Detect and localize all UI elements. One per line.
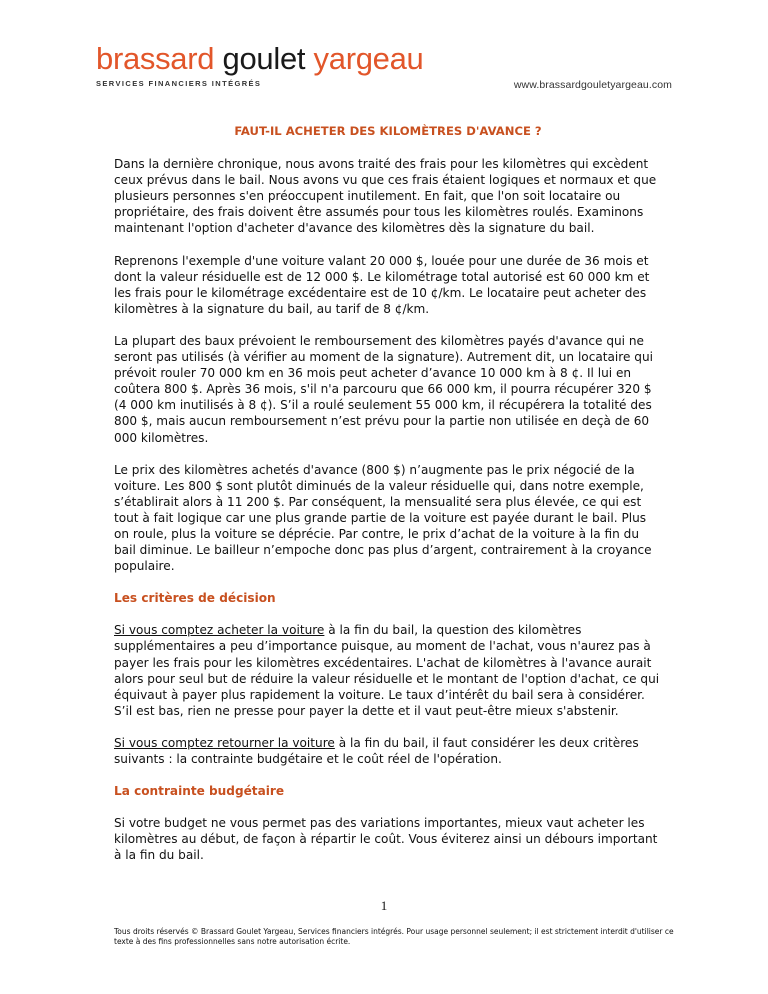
page-number: 1 [380,898,388,913]
article-body [114,123,662,879]
heading-decision-criteria: Les critères de décision [114,591,276,606]
paragraph-buy-car [114,622,662,719]
brand-word-goulet: goulet [222,41,306,76]
paragraph-refund: La plupart des baux prévoient le remboursement des kilomètres payés d'avance qui ne seront pas utilisés (à vérifier au moment de la signature). Autrement dit, un locataire qui prévoit rouler 70 000 km en 36 mois peut acheter d’avance 10 000 km à 8 ¢. Il lui en coûtera 800 $. Après 36 mois, s'il n'a parcouru que 66 000 km, il pourra récupérer 320 $ (4 000 km inutilisés à 8 ¢). S’il a roulé seulement 55 000 km, il récupérera la totalité des 800 $, mais aucun remboursement n’est prévu pour la partie non utilisée en deçà de 60 000 kilomètres. [114,333,653,445]
heading-budget-constraint: La contrainte budgétaire [114,784,285,799]
brand-tagline: SERVICES FINANCIERS INTÉGRÉS [96,79,262,88]
brand-word-brassard: brassard [96,41,215,76]
paragraph-return-car-text: à la fin du bail, il faut considérer les deux critères suivants : la contrainte budgétaire et le coût réel de l'opération. [114,735,639,766]
footer-copyright: Tous droits réservés © Brassard Goulet Yargeau, Services financiers intégrés. Pour usage personnel seulement; il est strictement interdit d'utiliser ce texte à des fins professionnelles sans notre autorisation écrite. [114,927,674,946]
paragraph-price: Le prix des kilomètres achetés d'avance (800 $) n’augmente pas le prix négocié de la voiture. Les 800 $ sont plutôt diminués de la valeur résiduelle qui, dans notre exemple, s’établirait alors à 11 200 $. Par conséquent, la mensualité sera plus élevée, ce qui est tout à fait logique car une plus grande partie de la voiture est payée durant le bail. Plus on roule, plus la voiture se déprécie. Par contre, le prix d’achat de la voiture à la fin du bail diminue. Le bailleur n’empoche donc pas plus d’argent, contrairement à la croyance populaire. [114,462,652,574]
paragraph-buy-car-text: à la fin du bail, la question des kilomètres supplémentaires a peu d’importance puisque, au moment de l'achat, vous n'aurez pas à payer les frais pour les kilomètres excédentaires. L'achat de kilomètres à l'avance aurait alors pour seul but de réduire la valeur résiduelle et le montant de l'option d'achat, ce qui équivaut à payer plus rapidement la voiture. Le taux d’intérêt du bail sera à considérer. S’il est bas, rien ne presse pour payer la dette et il vaut peut-être mieux s'abstenir. [114,623,660,718]
brand-name [96,42,423,76]
paragraph-return-car [114,735,662,767]
paragraph-budget: Si votre budget ne vous permet pas des variations importantes, mieux vaut acheter les kilomètres au début, de façon à répartir le coût. Vous éviterez ainsi un débours important à la fin du bail. [114,816,658,863]
paragraph-intro: Dans la dernière chronique, nous avons traité des frais pour les kilomètres qui excèdent ceux prévus dans le bail. Nous avons vu que ces frais étaient logiques et normaux et que plusieurs personnes s'en préoccupent inutilement. En fait, que l'on soit locataire ou propriétaire, des frais doivent être assumés pour tous les kilomètres roulés. Examinons maintenant l'option d'acheter d'avance des kilomètres dès la signature du bail. [114,157,657,236]
paragraph-example: Reprenons l'exemple d'une voiture valant 20 000 $, louée pour une durée de 36 mois et dont la valeur résiduelle est de 12 000 $. Le kilométrage total autorisé est 60 000 km et les frais pour le kilométrage excédentaire est de 10 ¢/km. Le locataire peut acheter des kilomètres à la signature du bail, au tarif de 8 ¢/km. [114,253,650,316]
website-link[interactable]: www.brassardgouletyargeau.com [513,79,672,91]
brand-logo [96,42,423,88]
article-title: FAUT-IL ACHETER DES KILOMÈTRES D'AVANCE ? [234,124,542,138]
brand-word-yargeau: yargeau [313,41,424,76]
underlined-buy-car: Si vous comptez acheter la voiture [114,623,325,638]
underlined-return-car: Si vous comptez retourner la voiture [114,735,335,750]
